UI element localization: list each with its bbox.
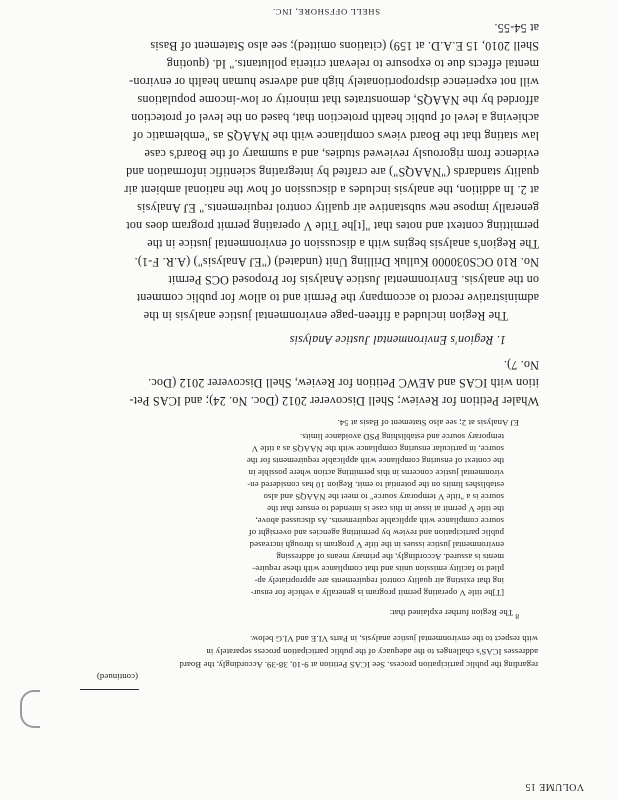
paragraph-line: The Region included a fifteen-page environmental justice analysis in the (143, 309, 508, 323)
footnote-continued-line: with respect to the environmental justice analysis, in Parts VI.E and VI.G below. (249, 634, 538, 644)
paragraph-line: The Region's analysis begins with a discussion of environmental justice in the (147, 237, 539, 251)
paragraph-line: law stating that the Board views compliance with the NAAQS as "emblematic of (132, 129, 539, 143)
running-header: SHELL OFFSHORE, INC. (272, 7, 380, 17)
section-heading: 1. Region's Environmental Justice Analysis (289, 333, 506, 347)
quote-line: environmental justice issues in the title V program is through increased (249, 540, 504, 550)
paragraph-line: permitting context and notes that "[t]he Title V operating permit program does not (126, 219, 539, 233)
footnote-intro: $^8$ The Region further explained that: (389, 608, 519, 620)
scan-smudge (20, 690, 40, 728)
paragraph-line: will not experience disproportionately high and adverse human health or environ- (128, 75, 539, 89)
footnote-continued-line: addresses ICAS's challenges to the adequacy of the public participation process separately in (206, 647, 538, 657)
quote-line: source, in particular ensuring compliance with the NAAQS as a title V (251, 444, 504, 454)
footnote-continued-label: (continued) (96, 672, 138, 682)
body-intro-line: No. 7). (503, 358, 539, 372)
paragraph-line: at 54-55. (494, 21, 539, 35)
paragraph-line: achieving a level of public health protection that, based on the level of protection (131, 111, 539, 125)
quote-line: the context of ensuring compliance with applicable requirements for the (246, 456, 504, 466)
paragraph-line: quality standards ("NAAQS") are crafted by integrating scientific information and (126, 165, 539, 179)
paragraph-line: evidence from rigorously reviewed studies, and a summary of the Board's case (144, 147, 539, 161)
quote-line: temporary source and establishing PSD avoidance limits. (299, 432, 504, 442)
paragraph-line: on the analysis. Environmental Justice Analysis for Proposed OCS Permit (168, 273, 539, 287)
paragraph-line: No. R10 OCS030000 Kulluk Drilling Unit (undated) ("EJ Analysis") (A.R. F-1). (134, 255, 539, 269)
quote-line: vironmental justice concerns in this permitting action where possible in (248, 468, 504, 478)
quote-line: the title V permit at issue in this case is intended to ensure that the (267, 504, 504, 514)
footnote-marker: 8 (515, 612, 519, 620)
paragraph-line: mental effects due to exposure to relevant criteria pollutants." Id. (quoting (166, 57, 539, 71)
footnote-rule (80, 689, 139, 690)
quote-citation: EJ Analysis at 2; see also Statement of Basis at 54. (337, 418, 519, 428)
body-intro-line: ition with ICAS and AEWC Petition for Review, Shell Discoverer 2012 (Doc. (148, 376, 539, 390)
quote-line: ing that existing air quality control requirements are appropriately ap- (254, 576, 504, 586)
paragraph-line: afforded by the NAAQS, demonstrates that minority or low-income populations (137, 93, 539, 107)
quote-line: [T]he title V operating permit program is generally a vehicle for ensur- (250, 588, 504, 598)
paragraph-line: at 2. In addition, the analysis includes a discussion of how the national ambient air (124, 183, 539, 197)
quote-line: source compliance with applicable requirements. As discussed above, (255, 516, 504, 526)
paragraph-line: Shell 2010, 15 E.A.D. at 159) (citations omitted); see also Statement of Basis (150, 39, 539, 53)
quote-line: ments is assured. Accordingly, the primary means of addressing (276, 552, 504, 562)
quote-line: establishes limits on the potential to emit. Region 10 has considered en- (247, 480, 504, 490)
paragraph-line: administrative record to accompany the Permit and to allow for public comment (136, 291, 539, 305)
footnote-continued-line: regarding the public participation process. See ICAS Petition at 9-10, 38-39. Accordingly, the Board (179, 660, 538, 670)
quote-line: public participation and review by permitting agencies and oversight of (248, 528, 504, 538)
body-intro-line: Whaler Petition for Review; Shell Discoverer 2012 (Doc. No. 24); and ICAS Pet- (129, 394, 539, 408)
quote-line: source is a "title V temporary source" to meet the NAAQS and also (263, 492, 504, 502)
paragraph-line: generally impose new substantive air quality control requirements." EJ Analysis (137, 201, 539, 215)
volume-footer: VOLUME 15 (525, 781, 584, 792)
quote-line: plied to facility emission units and that compliance with these require- (252, 564, 504, 574)
